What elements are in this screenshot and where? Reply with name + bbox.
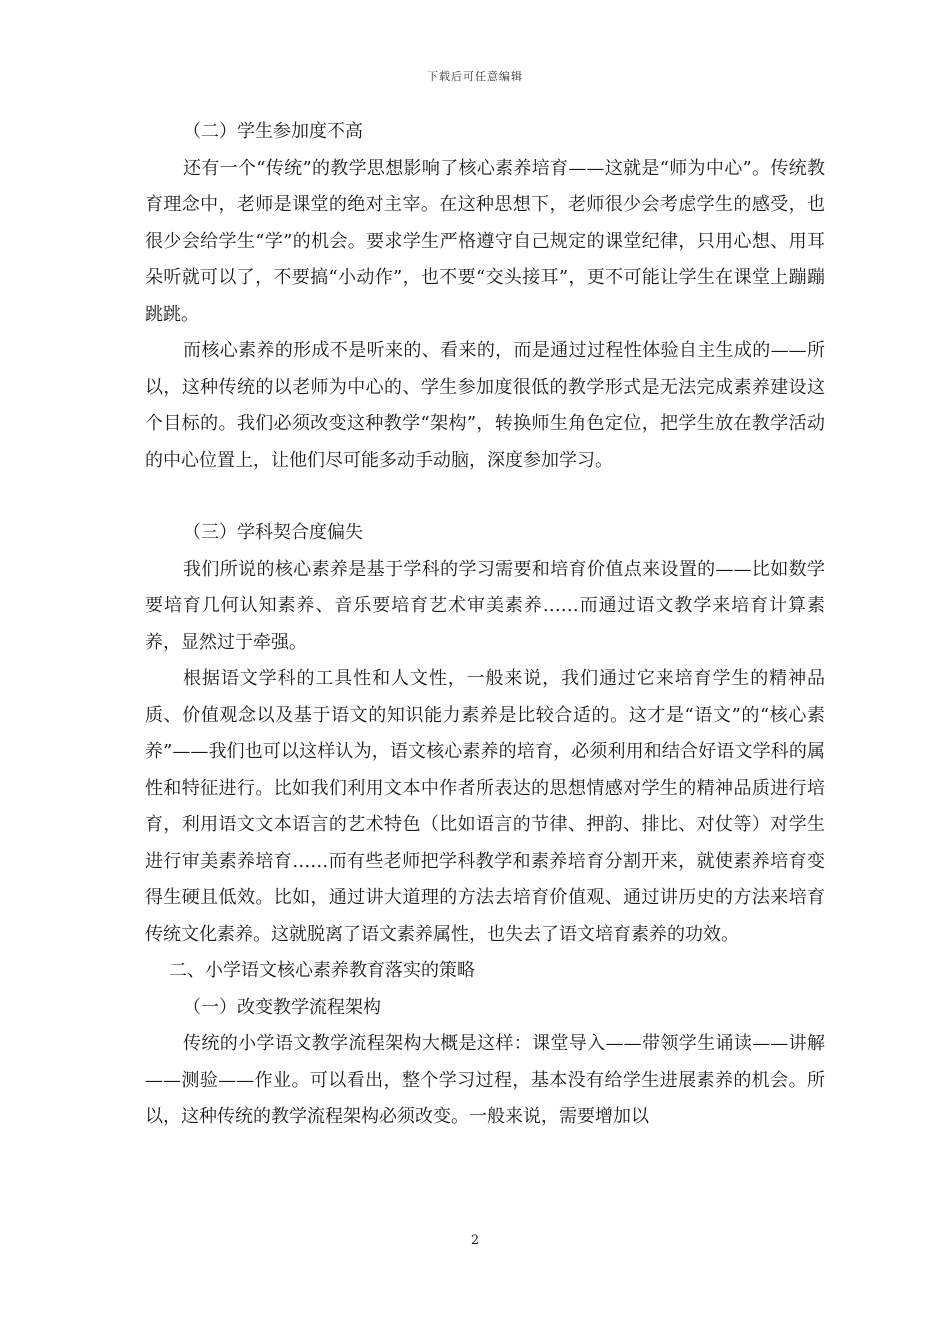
paragraph-gap: [145, 479, 825, 515]
section-heading-process: （一）改变教学流程架构: [183, 996, 381, 1018]
main-heading-strategies: 二、小学语文核心素养教育落实的策略: [169, 960, 475, 981]
paragraph-subject-based-literacy: 我们所说的核心素养是基于学科的学习需要和培育价值点来设置的——比如数学要培育几何认知素养、音乐要培育艺术审美素养……而通过语文教学来培育计算素养，显然过于牵强。: [145, 558, 825, 653]
section-heading-subject-fit: （三）学科契合度偏失: [183, 522, 363, 543]
paragraph-core-literacy-formation: 而核心素养的形成不是听来的、看来的，而是通过过程性体验自主生成的——所以，这种传统的以老师为中心的、学生参加度很低的教学形式是无法完成素养建设这个目标的。我们必须改变这种教学“架构”，转换师生角色定位，把学生放在教学活动的中心位置上，让他们尽可能多动手动脑，深度参加学习。: [145, 340, 825, 471]
page-number: 2: [470, 1233, 480, 1248]
paragraph-chinese-literacy: 根据语文学科的工具性和人文性，一般来说，我们通过它来培育学生的精神品质、价值观念以及基于语文的知识能力素养是比较合适的。这才是“语文”的“核心素养”——我们也可以这样认为，语文核心素养的培育，必须利用和结合好语文学科的属性和特征进行。比如我们利用文本中作者所表达的思想情感对学生的精神品质进行培育，利用语文文本语言的艺术特色（比如语言的节律、押韵、排比、对仗等）对学生进行审美素养培育……而有些老师把学科教学和素养培育分割开来，就使素养培育变得生硬且低效。比如，通过讲大道理的方法去培育价值观、通过讲历史的方法来培育传统文化素养。这就脱离了语文素养属性，也失去了语文培育素养的功效。: [145, 668, 825, 945]
paragraph-traditional-process: 传统的小学语文教学流程架构大概是这样：课堂导入——带领学生诵读——讲解——测验——作业。可以看出，整个学习过程，基本没有给学生进展素养的机会。所以，这种传统的教学流程架构必须改变。一般来说，需要增加以: [145, 1033, 825, 1127]
section-heading-participation: （二）学生参加度不高: [183, 121, 363, 142]
page-header: 下载后可任意编辑: [427, 70, 523, 83]
paragraph-teacher-centered: 还有一个“传统”的教学思想影响了核心素养培育——这就是“师为中心”。传统教育理念中，老师是课堂的绝对主宰。在这种思想下，老师很少会考虑学生的感受，也很少会给学生“学”的机会。要求学生严格遵守自己规定的课堂纪律，只用心想、用耳朵听就可以了，不要搞“小动作”，也不要“交头接耳”，更不可能让学生在课堂上蹦蹦跳跳。: [145, 157, 825, 325]
document-body: [145, 114, 825, 1136]
